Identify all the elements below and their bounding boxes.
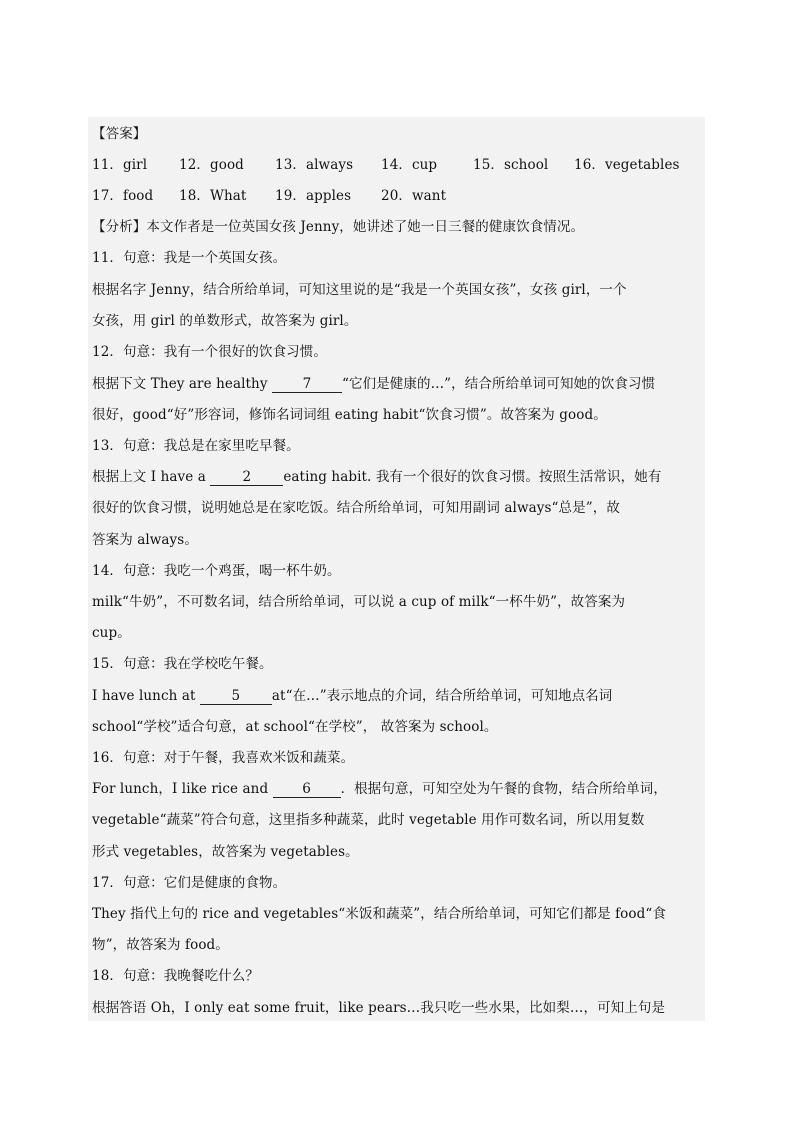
q11-explanation-1: 根据名字 Jenny，结合所给单词，可知这里说的是“我是一个英国女孩”，女孩 girl，一个 xyxy=(92,282,627,298)
answer-19: 19．apples xyxy=(275,188,352,204)
q16-text-pre: For lunch，I like rice and xyxy=(92,781,273,797)
analysis-summary: 【分析】本文作者是一位英国女孩 Jenny，她讲述了她一日三餐的健康饮食情况。 xyxy=(92,219,585,235)
q13-explanation-3: 答案为 always。 xyxy=(92,532,198,548)
q16-explanation-3: 形式 vegetables，故答案为 vegetables。 xyxy=(92,844,359,860)
q11-explanation-2: 女孩，用 girl 的单数形式，故答案为 girl。 xyxy=(92,313,358,329)
q14-explanation-2: cup。 xyxy=(92,625,131,641)
q15-blank: 5 xyxy=(200,688,272,705)
answer-12: 12．good xyxy=(179,157,244,173)
q17-explanation-1: They 指代上句的 rice and vegetables“米饭和蔬菜”，结合所给单词，可知它们都是 food“食 xyxy=(92,906,666,922)
q12-text-pre: 根据下文 They are healthy xyxy=(92,376,272,392)
answer-row-1 xyxy=(92,155,680,175)
q17-title: 17．句意：它们是健康的食物。 xyxy=(92,875,287,891)
answer-heading: 【答案】 xyxy=(92,126,147,142)
q11-title: 11．句意：我是一个英国女孩。 xyxy=(92,250,287,266)
q18-title: 18．句意：我晚餐吃什么？ xyxy=(92,968,259,984)
q12-title: 12．句意：我有一个很好的饮食习惯。 xyxy=(92,344,327,360)
answer-16: 16．vegetables xyxy=(574,157,680,173)
q13-explanation-2: 很好的饮食习惯，说明她总是在家吃饭。结合所给单词，可知用副词 always“总是”，故 xyxy=(92,500,620,516)
q13-title: 13．句意：我总是在家里吃早餐。 xyxy=(92,438,300,454)
answer-11: 11．girl xyxy=(92,157,148,173)
answer-17: 17．food xyxy=(92,188,154,204)
q12-blank: 7 xyxy=(272,376,342,393)
q16-explanation-2: vegetable“蔬菜”符合句意，这里指多种蔬菜，此时 vegetable 用作可数名词，所以用复数 xyxy=(92,812,645,828)
q14-explanation-1: milk“牛奶”，不可数名词，结合所给单词，可以说 a cup of milk“一杯牛奶”，故答案为 xyxy=(92,594,626,610)
q16-title: 16．句意：对于午餐，我喜欢米饭和蔬菜。 xyxy=(92,750,355,766)
q12-explanation-2: 很好，good“好”形容词，修饰名词词组 eating habit“饮食习惯”。故答案为 good。 xyxy=(92,407,607,423)
q18-explanation-1: 根据答语 Oh，I only eat some fruit，like pears…我只吃一些水果，比如梨…，可知上句是 xyxy=(92,1000,666,1016)
q16-explanation-1 xyxy=(92,779,667,799)
q17-explanation-2: 物”，故答案为 food。 xyxy=(92,937,229,953)
q13-explanation-1 xyxy=(92,467,661,487)
q15-explanation-1 xyxy=(92,686,612,706)
q12-explanation-1 xyxy=(92,374,655,394)
q16-blank: 6 xyxy=(273,781,341,798)
q16-text-post: ．根据句意，可知空处为午餐的食物，结合所给单词， xyxy=(340,781,667,797)
q14-title: 14．句意：我吃一个鸡蛋，喝一杯牛奶。 xyxy=(92,563,341,579)
answer-15: 15．school xyxy=(473,157,549,173)
q13-text-pre: 根据上文 I have a xyxy=(92,469,211,485)
q15-text-post: at“在…”表示地点的介词，结合所给单词，可知地点名词 xyxy=(271,688,613,704)
q13-text-post: eating habit. 我有一个很好的饮食习惯。按照生活常识，她有 xyxy=(283,469,662,485)
q12-text-post: “它们是健康的…”，结合所给单词可知她的饮食习惯 xyxy=(341,376,656,392)
q15-text-pre: I have lunch at xyxy=(92,688,200,704)
q13-blank: 2 xyxy=(210,469,283,486)
q15-title: 15．句意：我在学校吃午餐。 xyxy=(92,656,273,672)
q15-explanation-2: school“学校”适合句意，at school“在学校”， 故答案为 school。 xyxy=(92,719,498,735)
answer-13: 13．always xyxy=(275,157,354,173)
answer-20: 20．want xyxy=(381,188,447,204)
answer-14: 14．cup xyxy=(381,157,438,173)
answer-row-2 xyxy=(92,186,446,206)
answer-18: 18．What xyxy=(179,188,247,204)
